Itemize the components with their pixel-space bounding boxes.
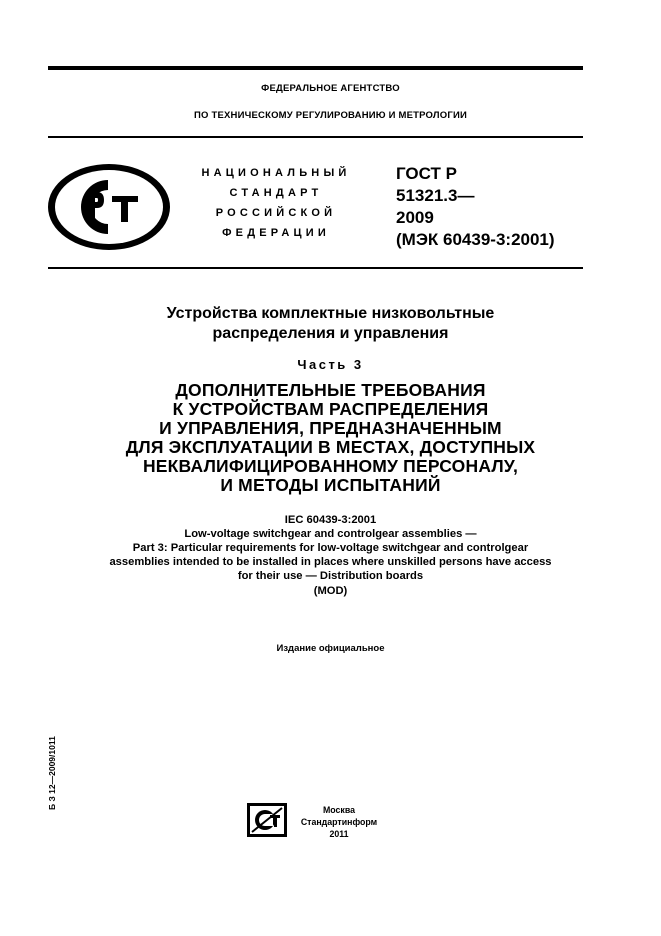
rst-logo-icon (46, 162, 172, 252)
edition-label: Издание официальное (276, 643, 385, 654)
title-line-1: Устройства комплектные низковольтные (166, 305, 495, 322)
subtitle-line-3: И УПРАВЛЕНИЯ, ПРЕДНАЗНАЧЕННЫМ (159, 418, 502, 438)
title-line-2: распределения и управления (212, 325, 449, 342)
iec-line-3: Part 3: Particular requirements for low-voltage switchgear and controlgear (132, 542, 529, 554)
publisher-year: 2011 (329, 829, 349, 839)
side-code: Б З 12—2009/1011 (47, 736, 57, 810)
designation-line-2: 51321.3— (396, 186, 475, 205)
iec-line-6: (MOD) (313, 585, 348, 597)
designation-line-3: 2009 (396, 208, 434, 227)
subtitle-line-4: ДЛЯ ЭКСПЛУАТАЦИИ В МЕСТАХ, ДОСТУПНЫХ (125, 437, 536, 457)
designation-line-1: ГОСТ Р (396, 164, 457, 183)
agency-line-1: ФЕДЕРАЛЬНОЕ АГЕНТСТВО (261, 83, 400, 94)
standartinform-logo-icon (247, 803, 287, 837)
subtitle-line-1: ДОПОЛНИТЕЛЬНЫЕ ТРЕБОВАНИЯ (175, 380, 486, 400)
publisher-city: Москва (322, 805, 356, 815)
standard-type-4: ФЕДЕРАЦИИ (222, 227, 330, 239)
iec-line-5: for their use — Distribution boards (237, 570, 424, 582)
designation-line-4: (МЭК 60439-3:2001) (396, 230, 555, 249)
standard-type-2: СТАНДАРТ (229, 187, 323, 199)
standard-type-1: НАЦИОНАЛЬНЫЙ (201, 167, 351, 179)
iec-line-1: IEC 60439-3:2001 (284, 514, 377, 526)
agency-line-2: ПО ТЕХНИЧЕСКОМУ РЕГУЛИРОВАНИЮ И МЕТРОЛОГИИ (194, 110, 467, 121)
subtitle-line-2: К УСТРОЙСТВАМ РАСПРЕДЕЛЕНИЯ (172, 399, 489, 419)
block-rule (48, 267, 583, 269)
part-label: Часть 3 (297, 357, 364, 372)
subtitle-line-6: И МЕТОДЫ ИСПЫТАНИЙ (220, 475, 441, 495)
top-rule (48, 66, 583, 70)
iec-line-4: assemblies intended to be installed in places where unskilled persons have access (109, 556, 552, 568)
subtitle-line-5: НЕКВАЛИФИЦИРОВАННОМУ ПЕРСОНАЛУ, (142, 456, 519, 476)
iec-line-2: Low-voltage switchgear and controlgear assemblies — (184, 528, 477, 540)
publisher-name: Стандартинформ (300, 817, 378, 827)
header-rule (48, 136, 583, 138)
standard-type-3: РОССИЙСКОЙ (215, 207, 337, 219)
